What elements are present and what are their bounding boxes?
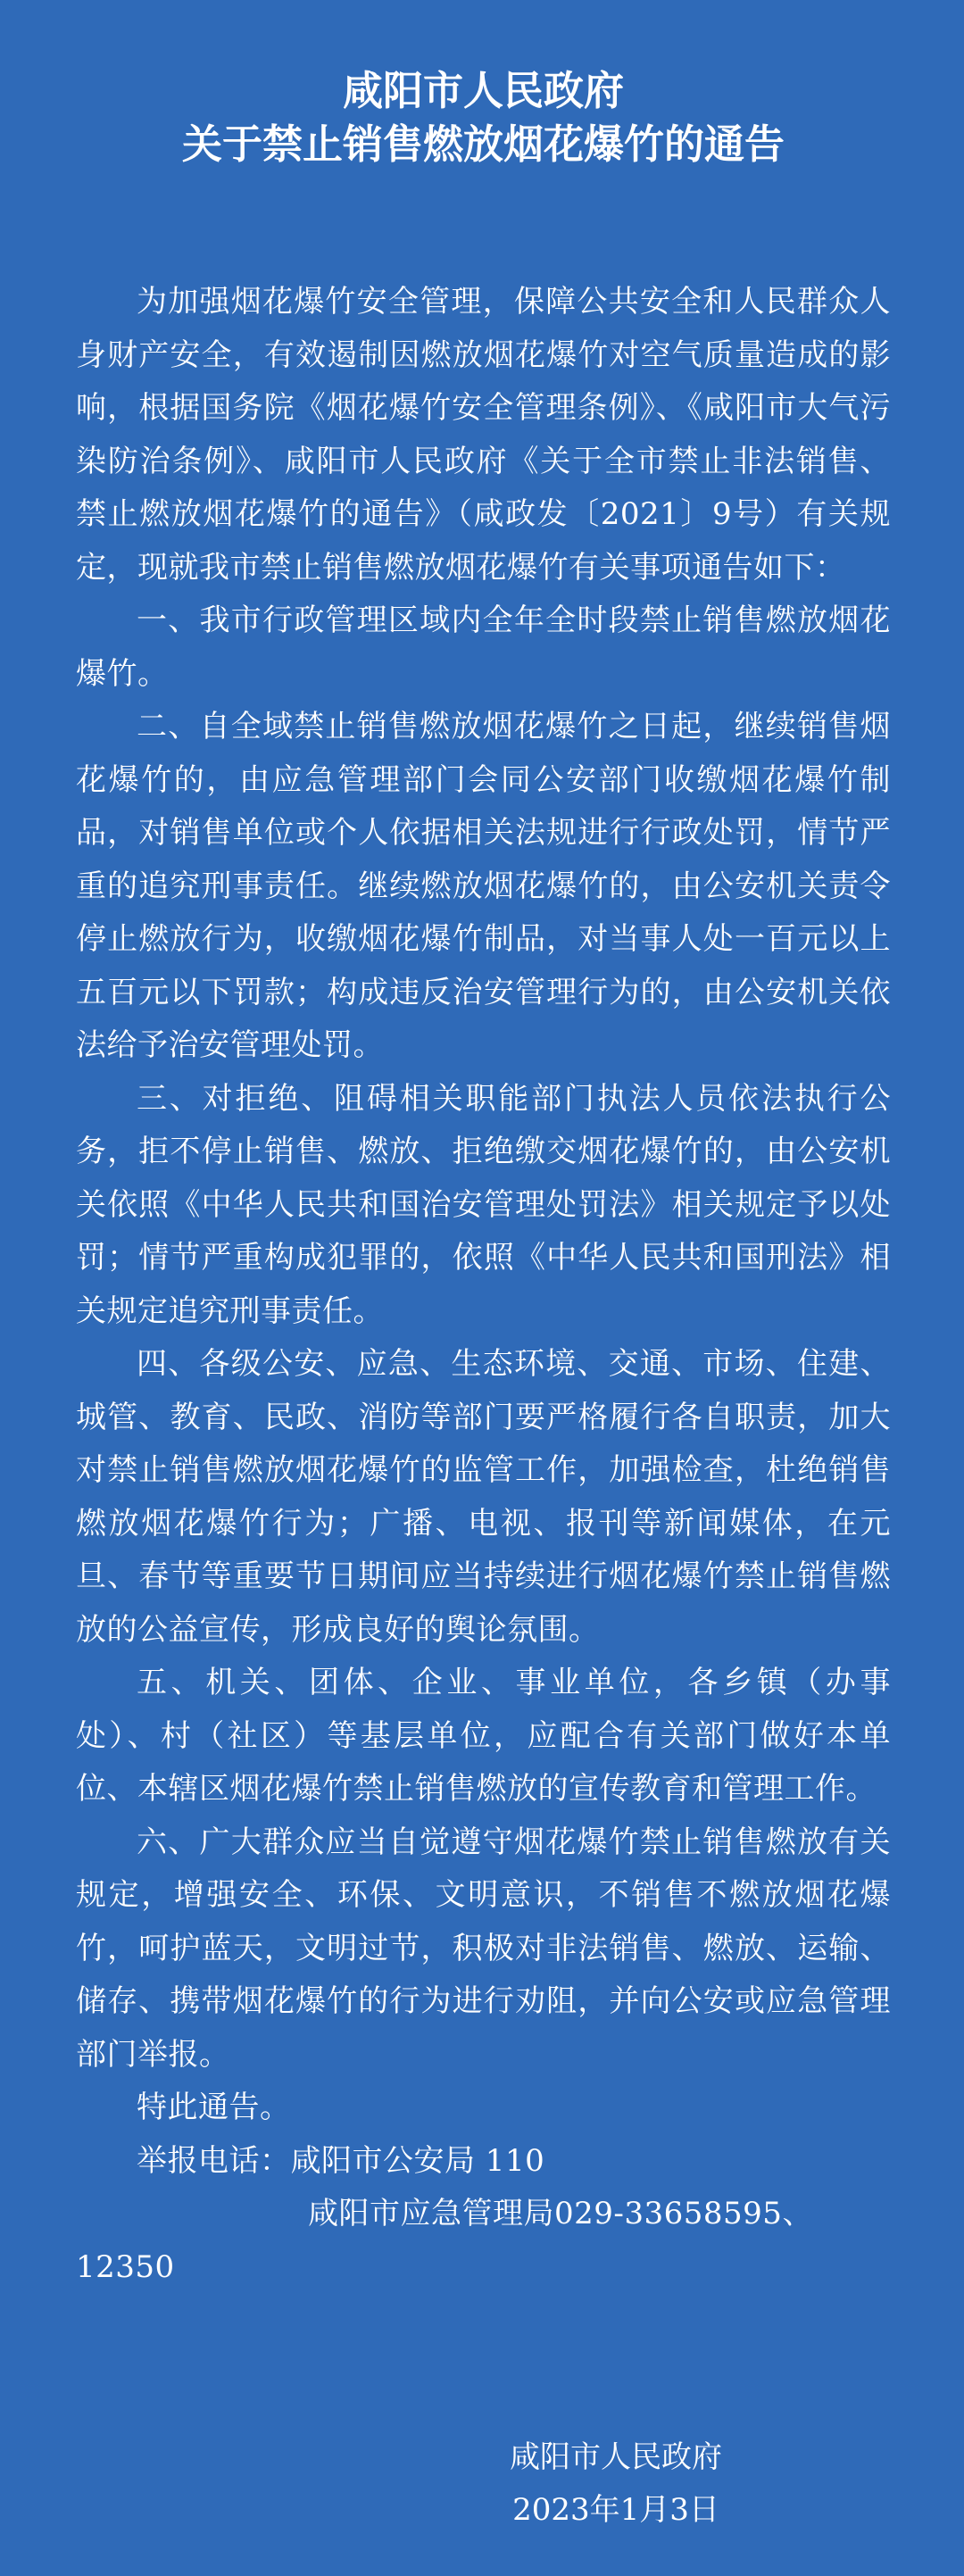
clause-2-paragraph: 二、自全域禁止销售燃放烟花爆竹之日起，继续销售烟花爆竹的，由应急管理部门会同公安部门收缴烟花爆竹制品，对销售单位或个人依据相关法规进行行政处罚，情节严重的追究刑事责任。继续燃放烟花爆竹的，由公安机关责令停止燃放行为，收缴烟花爆竹制品，对当事人处一百元以上五百元以下罚款；构成违反治安管理行为的，由公安机关依法给予治安管理处罚。: [76, 709, 891, 1063]
clause-5-paragraph: 五、机关、团体、企业、事业单位，各乡镇（办事处）、村（社区）等基层单位，应配合有关部门做好本单位、本辖区烟花爆竹禁止销售燃放的宣传教育和管理工作。: [76, 1665, 891, 1807]
title-issuer: 咸阳市人民政府: [342, 67, 624, 114]
signature-date: 2023年1月3日: [512, 2492, 719, 2528]
report-hotline: [76, 2135, 891, 2295]
hotline-emergency: 咸阳市应急管理局029-33658595、: [308, 2196, 813, 2231]
notice-body: [76, 276, 891, 2294]
notice-title: [76, 64, 891, 171]
intro-paragraph: 为加强烟花爆竹安全管理，保障公共安全和人民群众人身财产安全，有效遏制因燃放烟花爆竹对空气质量造成的影响，根据国务院《烟花爆竹安全管理条例》、《咸阳市大气污染防治条例》、咸阳市人民政府《关于全市禁止非法销售、禁止燃放烟花爆竹的通告》（咸政发〔2021〕9号）有关规定，现就我市禁止销售燃放烟花爆竹有关事项通告如下：: [76, 284, 891, 586]
signature-org: 咸阳市人民政府: [510, 2439, 722, 2475]
clause-1-paragraph: 一、我市行政管理区域内全年全时段禁止销售燃放烟花爆竹。: [76, 602, 891, 692]
clause-3-paragraph: 三、对拒绝、阻碍相关职能部门执法人员依法执行公务，拒不停止销售、燃放、拒绝缴交烟花爆竹的，由公安机关依照《中华人民共和国治安管理处罚法》相关规定予以处罚；情节严重构成犯罪的，依照《中华人民共和国刑法》相关规定追究刑事责任。: [76, 1080, 891, 1329]
clause-4-paragraph: 四、各级公安、应急、生态环境、交通、市场、住建、城管、教育、民政、消防等部门要严格履行各自职责，加大对禁止销售燃放烟花爆竹的监管工作，加强检查，杜绝销售燃放烟花爆竹行为；广播、电视、报刊等新闻媒体，在元旦、春节等重要节日期间应当持续进行烟花爆竹禁止销售燃放的公益宣传，形成良好的舆论氛围。: [76, 1346, 891, 1648]
hotline-emergency-extra: 12350: [76, 2248, 175, 2285]
hotline-police: 举报电话：咸阳市公安局 110: [137, 2142, 545, 2179]
closing-paragraph: 特此通告。: [137, 2090, 291, 2125]
title-subject: 关于禁止销售燃放烟花爆竹的通告: [181, 120, 785, 168]
clause-6-paragraph: 六、广大群众应当自觉遵守烟花爆竹禁止销售燃放有关规定，增强安全、环保、文明意识，不销售不燃放烟花爆竹，呵护蓝天，文明过节，积极对非法销售、燃放、运输、储存、携带烟花爆竹的行为进行劝阻，并向公安或应急管理部门举报。: [76, 1824, 891, 2073]
